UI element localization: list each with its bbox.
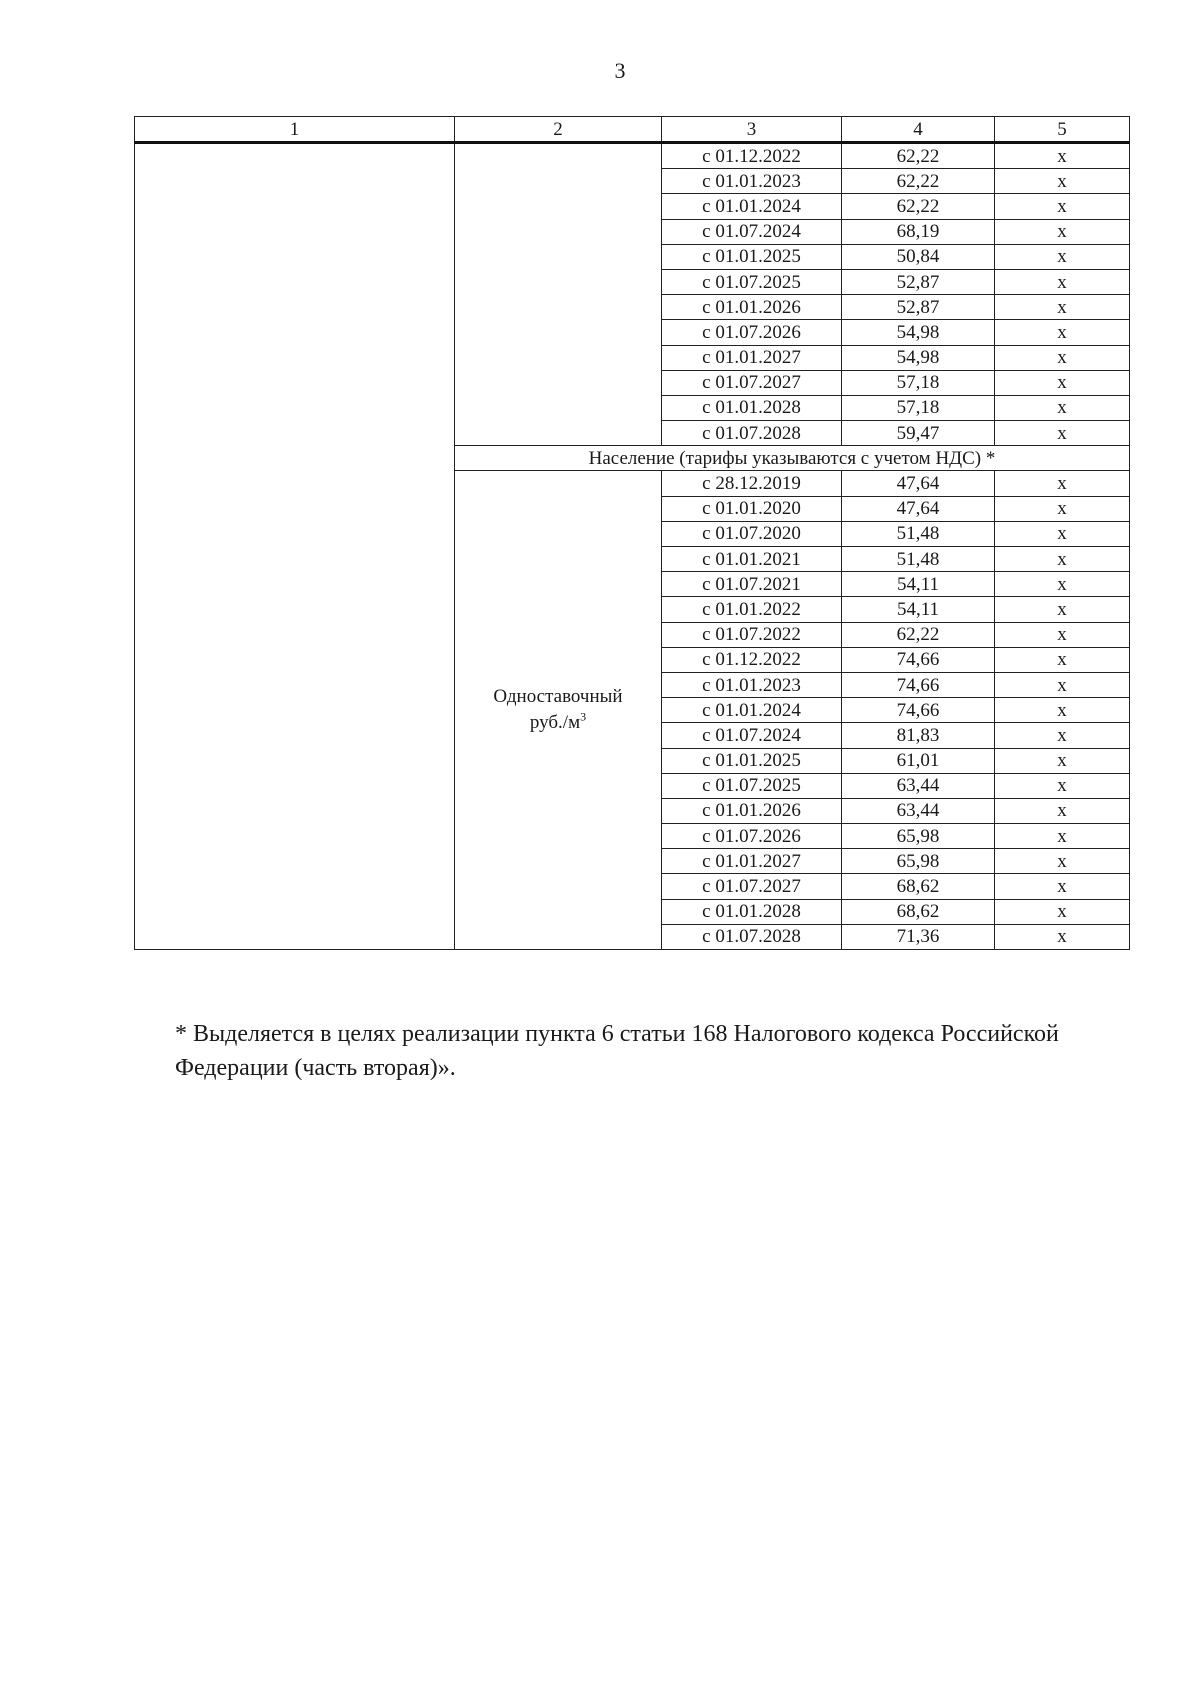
date-cell: с 01.01.2027 [662,345,842,370]
mark-cell: x [995,773,1130,798]
mark-cell: x [995,748,1130,773]
table-row [135,143,1130,169]
mark-cell: x [995,521,1130,546]
value-cell: 74,66 [842,672,995,697]
value-cell: 68,19 [842,219,995,244]
rate-unit [455,710,661,736]
value-cell: 62,22 [842,622,995,647]
value-cell: 59,47 [842,421,995,446]
rate-type-cell [455,143,662,446]
value-cell: 62,22 [842,143,995,169]
column-header: 4 [842,117,995,143]
mark-cell: x [995,370,1130,395]
mark-cell: x [995,798,1130,823]
date-cell: с 01.01.2028 [662,395,842,420]
value-cell: 51,48 [842,547,995,572]
value-cell: 52,87 [842,295,995,320]
date-cell: с 01.07.2025 [662,269,842,294]
mark-cell: x [995,899,1130,924]
value-cell: 63,44 [842,798,995,823]
value-cell: 63,44 [842,773,995,798]
mark-cell: x [995,849,1130,874]
date-cell: с 01.07.2026 [662,824,842,849]
date-cell: с 01.01.2020 [662,496,842,521]
date-cell: с 01.01.2026 [662,798,842,823]
mark-cell: x [995,345,1130,370]
rate-type-cell [455,471,662,950]
value-cell: 54,11 [842,572,995,597]
value-cell: 57,18 [842,395,995,420]
column-header: 3 [662,117,842,143]
date-cell: с 01.07.2025 [662,773,842,798]
value-cell: 57,18 [842,370,995,395]
date-cell: с 01.07.2024 [662,219,842,244]
value-cell: 51,48 [842,521,995,546]
mark-cell: x [995,672,1130,697]
mark-cell: x [995,169,1130,194]
mark-cell: x [995,723,1130,748]
date-cell: с 01.07.2028 [662,924,842,949]
mark-cell: x [995,244,1130,269]
date-cell: с 01.01.2026 [662,295,842,320]
mark-cell: x [995,194,1130,219]
date-cell: с 01.01.2024 [662,194,842,219]
value-cell: 61,01 [842,748,995,773]
column-header: 1 [135,117,455,143]
date-cell: с 01.07.2021 [662,572,842,597]
date-cell: с 01.01.2028 [662,899,842,924]
mark-cell: x [995,320,1130,345]
date-cell: с 01.01.2027 [662,849,842,874]
tariff-table [134,116,1130,950]
value-cell: 62,22 [842,169,995,194]
value-cell: 54,98 [842,345,995,370]
date-cell: с 01.07.2022 [662,622,842,647]
mark-cell: x [995,471,1130,496]
mark-cell: x [995,269,1130,294]
column-header: 2 [455,117,662,143]
value-cell: 47,64 [842,496,995,521]
rate-unit-text: руб./м [529,712,581,734]
value-cell: 50,84 [842,244,995,269]
date-cell: с 01.07.2028 [662,421,842,446]
date-cell: с 28.12.2019 [662,471,842,496]
mark-cell: x [995,496,1130,521]
mark-cell: x [995,421,1130,446]
date-cell: с 01.07.2020 [662,521,842,546]
footnote: * Выделяется в целях реализации пункта 6 статьи 168 Налогового кодекса Российской Федерации (часть вторая)». [175,1021,1059,1081]
date-cell: с 01.01.2025 [662,244,842,269]
mark-cell: x [995,547,1130,572]
date-cell: с 01.07.2024 [662,723,842,748]
date-cell: с 01.01.2022 [662,597,842,622]
date-cell: с 01.07.2027 [662,370,842,395]
mark-cell: x [995,597,1130,622]
value-cell: 68,62 [842,899,995,924]
value-cell: 47,64 [842,471,995,496]
date-cell: с 01.01.2023 [662,672,842,697]
date-cell: с 01.07.2027 [662,874,842,899]
date-cell: с 01.01.2021 [662,547,842,572]
date-cell: с 01.01.2024 [662,698,842,723]
mark-cell: x [995,824,1130,849]
mark-cell: x [995,622,1130,647]
rate-unit-superscript: 3 [580,709,587,724]
table-header-row [135,117,1130,143]
page-number: 3 [614,58,626,83]
mark-cell: x [995,647,1130,672]
value-cell: 74,66 [842,647,995,672]
mark-cell: x [995,874,1130,899]
category-cell [135,143,455,950]
date-cell: с 01.12.2022 [662,143,842,169]
value-cell: 52,87 [842,269,995,294]
date-cell: с 01.12.2022 [662,647,842,672]
date-cell: с 01.01.2025 [662,748,842,773]
value-cell: 81,83 [842,723,995,748]
date-cell: с 01.01.2023 [662,169,842,194]
mark-cell: x [995,572,1130,597]
mark-cell: x [995,219,1130,244]
mark-cell: x [995,924,1130,949]
mark-cell: x [995,143,1130,169]
value-cell: 74,66 [842,698,995,723]
value-cell: 65,98 [842,824,995,849]
value-cell: 68,62 [842,874,995,899]
value-cell: 65,98 [842,849,995,874]
mark-cell: x [995,395,1130,420]
value-cell: 71,36 [842,924,995,949]
column-header: 5 [995,117,1130,143]
value-cell: 62,22 [842,194,995,219]
value-cell: 54,11 [842,597,995,622]
mark-cell: x [995,698,1130,723]
value-cell: 54,98 [842,320,995,345]
mark-cell: x [995,295,1130,320]
section-label: Население (тарифы указываются с учетом НДС) * [455,446,1130,471]
rate-name: Одноставочный [493,686,623,708]
date-cell: с 01.07.2026 [662,320,842,345]
